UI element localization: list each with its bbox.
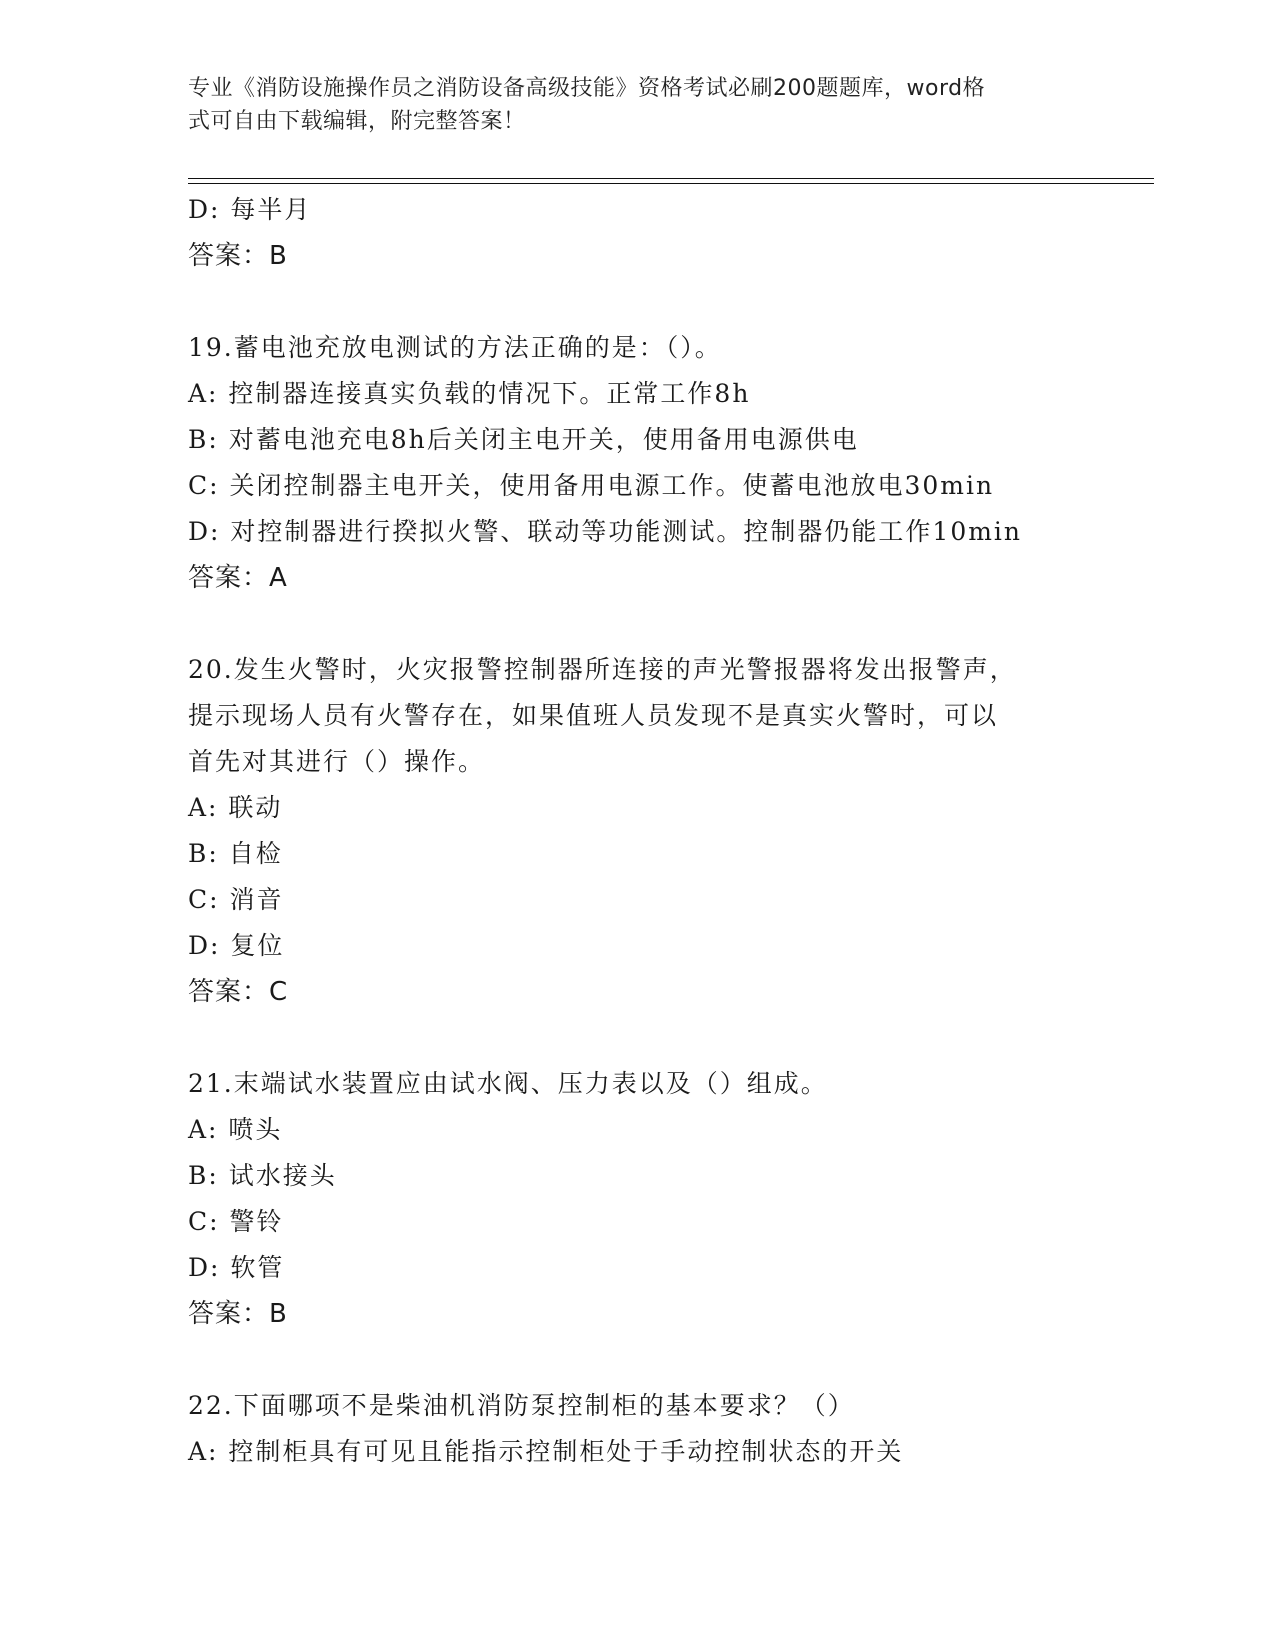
spacer — [188, 279, 1154, 325]
option-b: B: 对蓄电池充电8h后关闭主电开关，使用备用电源供电 — [188, 425, 859, 454]
question-stem-cont: 首先对其进行（）操作。 — [188, 747, 486, 776]
answer: 答案：A — [188, 563, 288, 593]
question-stem: 22.下面哪项不是柴油机消防泵控制柜的基本要求？（） — [188, 1391, 855, 1420]
answer: 答案：B — [188, 1299, 288, 1329]
header-line-1: 专业《消防设施操作员之消防设备高级技能》资格考试必刷200题题库，word格 — [188, 76, 986, 101]
option-a: A: 控制柜具有可见且能指示控制柜处于手动控制状态的开关 — [188, 1437, 904, 1466]
option-c: C: 警铃 — [188, 1207, 284, 1236]
question-19 — [188, 325, 1154, 601]
option-d: D: 对控制器进行揆拟火警、联动等功能测试。控制器仍能工作10min — [188, 517, 1023, 546]
question-22 — [188, 1383, 1154, 1475]
option-b: B: 自检 — [188, 839, 283, 868]
question-stem: 19.蓄电池充放电测试的方法正确的是：（）。 — [188, 333, 722, 362]
option-a: A: 联动 — [188, 793, 283, 822]
option-b: B: 试水接头 — [188, 1161, 337, 1190]
prev-answer: 答案：B — [188, 241, 288, 271]
question-stem: 21.末端试水装置应由试水阀、压力表以及（）组成。 — [188, 1069, 828, 1098]
option-c: C: 关闭控制器主电开关，使用备用电源工作。使蓄电池放电30min — [188, 471, 995, 500]
spacer — [188, 601, 1154, 647]
question-stem-cont: 提示现场人员有火警存在，如果值班人员发现不是真实火警时，可以 — [188, 701, 999, 730]
option-d: D: 软管 — [188, 1253, 285, 1282]
document-body — [188, 187, 1154, 1475]
option-c: C: 消音 — [188, 885, 284, 914]
document-header — [188, 72, 1068, 138]
question-stem: 20.发生火警时，火灾报警控制器所连接的声光警报器将发出报警声， — [188, 655, 1017, 684]
option-a: A: 控制器连接真实负载的情况下。正常工作8h — [188, 379, 751, 408]
spacer — [188, 1337, 1154, 1383]
question-21 — [188, 1061, 1154, 1337]
header-rule-top — [188, 178, 1154, 179]
answer: 答案：C — [188, 977, 289, 1007]
header-rule-bottom — [188, 183, 1154, 184]
spacer — [188, 1015, 1154, 1061]
question-20 — [188, 647, 1154, 1015]
option-d: D: 复位 — [188, 931, 285, 960]
prev-option-d: D: 每半月 — [188, 195, 312, 224]
option-a: A: 喷头 — [188, 1115, 283, 1144]
header-line-2: 式可自由下载编辑，附完整答案！ — [188, 109, 526, 134]
